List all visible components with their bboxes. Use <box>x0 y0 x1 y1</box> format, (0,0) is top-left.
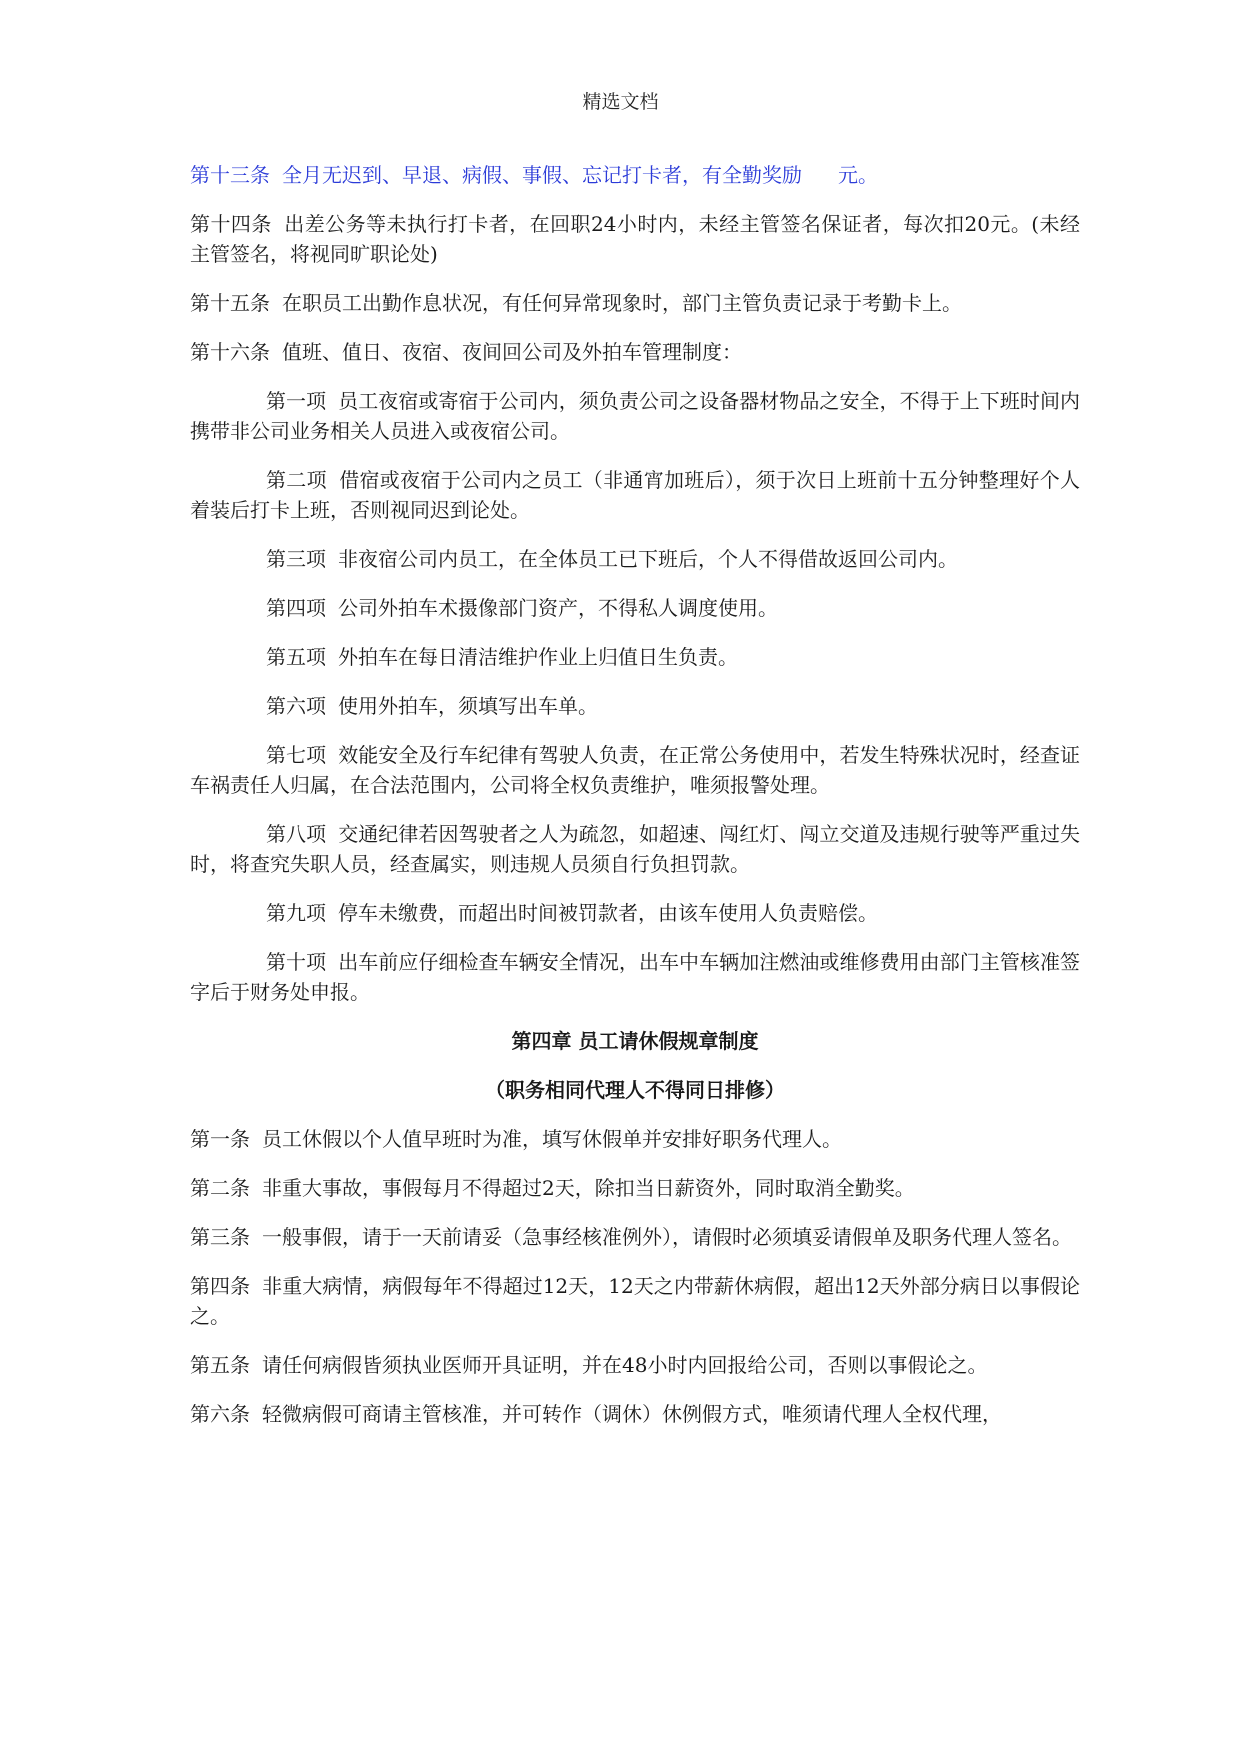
item-label: 第五项 <box>266 645 326 669</box>
item-6 <box>190 691 1080 721</box>
item-text: 停车未缴费，而超出时间被罚款者，由该车使用人负责赔偿。 <box>338 901 878 925</box>
item-text: 员工夜宿或寄宿于公司内，须负责公司之设备器材物品之安全，不得于上下班时间内携带非公司业务相关人员进入或夜宿公司。 <box>190 389 1081 443</box>
item-label: 第一项 <box>266 389 327 413</box>
item-label: 第六项 <box>266 694 326 718</box>
item-label: 第九项 <box>266 901 326 925</box>
item-text: 借宿或夜宿于公司内之员工（非通宵加班后），须于次日上班前十五分钟整理好个人着装后打卡上班，否则视同迟到论处。 <box>190 468 1081 522</box>
article-label: 第十三条 <box>190 163 270 187</box>
item-label: 第七项 <box>266 743 327 767</box>
article-label: 第五条 <box>190 1353 250 1377</box>
article-label: 第十六条 <box>190 340 270 364</box>
article-label: 第三条 <box>190 1225 250 1249</box>
chapter-title: 第四章 员工请休假规章制度 <box>511 1029 759 1053</box>
item-3 <box>190 544 1080 574</box>
item-1 <box>190 386 1080 446</box>
article-text: 出差公务等未执行打卡者，在回职24小时内，未经主管签名保证者，每次扣20元。(未经主管签名，将视同旷职论处) <box>190 212 1080 266</box>
item-text: 交通纪律若因驾驶者之人为疏忽，如超速、闯红灯、闯立交道及违规行驶等严重过失时，将查究失职人员，经查属实，则违规人员须自行负担罚款。 <box>190 822 1081 876</box>
article-text: 请任何病假皆须执业医师开具证明，并在48小时内回报给公司，否则以事假论之。 <box>262 1353 988 1377</box>
chapter-subtitle: （职务相同代理人不得同日排修） <box>485 1078 785 1102</box>
article-text: 值班、值日、夜宿、夜间回公司及外拍车管理制度： <box>282 340 742 364</box>
item-label: 第八项 <box>266 822 327 846</box>
item-text: 效能安全及行车纪律有驾驶人负责，在正常公务使用中，若发生特殊状况时，经查证车祸责任人归属，在合法范围内，公司将全权负责维护，唯须报警处理。 <box>190 743 1081 797</box>
article-text: 非重大事故，事假每月不得超过2天，除扣当日薪资外，同时取消全勤奖。 <box>262 1176 915 1200</box>
article-label: 第六条 <box>190 1402 250 1426</box>
chapter-article-6 <box>190 1399 1080 1429</box>
item-8 <box>190 819 1080 879</box>
item-10 <box>190 947 1080 1007</box>
article-text: 员工休假以个人值早班时为准，填写休假单并安排好职务代理人。 <box>262 1127 842 1151</box>
item-text: 公司外拍车术摄像部门资产，不得私人调度使用。 <box>338 596 778 620</box>
article-label: 第十五条 <box>190 291 270 315</box>
chapter-article-3 <box>190 1222 1080 1252</box>
article-label: 第十四条 <box>190 212 272 236</box>
article-14 <box>190 209 1080 269</box>
item-text: 非夜宿公司内员工，在全体员工已下班后，个人不得借故返回公司内。 <box>338 547 958 571</box>
article-label: 第一条 <box>190 1127 250 1151</box>
item-text: 使用外拍车，须填写出车单。 <box>338 694 598 718</box>
item-label: 第二项 <box>266 468 327 492</box>
article-15 <box>190 288 1080 318</box>
article-text: 在职员工出勤作息状况，有任何异常现象时，部门主管负责记录于考勤卡上。 <box>282 291 962 315</box>
article-text: 非重大病情，病假每年不得超过12天，12天之内带薪休病假，超出12天外部分病日以事假论之。 <box>190 1274 1080 1328</box>
article-text: 轻微病假可商请主管核准，并可转作（调休）休例假方式，唯须请代理人全权代理， <box>262 1402 1002 1426</box>
item-7 <box>190 740 1080 800</box>
chapter-article-2 <box>190 1173 1080 1203</box>
item-text: 出车前应仔细检查车辆安全情况，出车中车辆加注燃油或维修费用由部门主管核准签字后于财务处申报。 <box>190 950 1081 1004</box>
item-text: 外拍车在每日清洁维护作业上归值日生负责。 <box>338 645 738 669</box>
article-text: 一般事假，请于一天前请妥（急事经核准例外），请假时必须填妥请假单及职务代理人签名。 <box>262 1225 1072 1249</box>
article-16 <box>190 337 1080 367</box>
item-9 <box>190 898 1080 928</box>
item-label: 第十项 <box>266 950 327 974</box>
item-label: 第四项 <box>266 596 326 620</box>
page-header: 精选文档 <box>582 91 659 113</box>
article-text-end: 元。 <box>838 163 878 187</box>
item-2 <box>190 465 1080 525</box>
item-4 <box>190 593 1080 623</box>
article-label: 第二条 <box>190 1176 250 1200</box>
chapter-article-5 <box>190 1350 1080 1380</box>
article-13 <box>190 160 1080 190</box>
article-label: 第四条 <box>190 1274 251 1298</box>
item-5 <box>190 642 1080 672</box>
chapter-article-4 <box>190 1271 1080 1331</box>
chapter-article-1 <box>190 1124 1080 1154</box>
article-text: 全月无迟到、早退、病假、事假、忘记打卡者，有全勤奖励 <box>282 163 802 187</box>
document-body <box>190 160 1080 1448</box>
item-label: 第三项 <box>266 547 326 571</box>
